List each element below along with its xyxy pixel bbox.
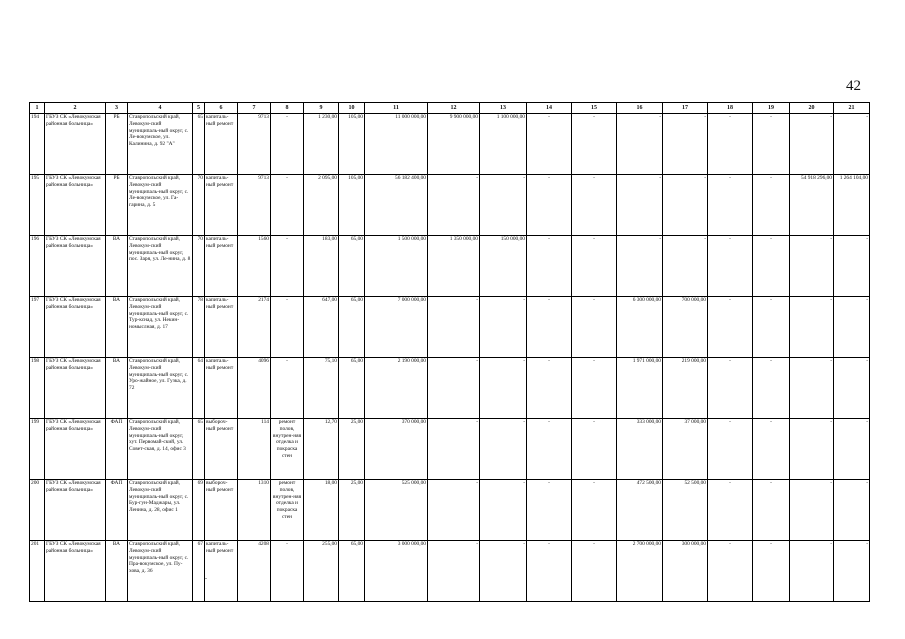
column-header: 21 [834,103,870,114]
table-cell: 370 000,00 [365,419,428,480]
table-cell: 183,00 [304,236,339,297]
table-cell: - [663,114,708,175]
table-cell: 194 [30,114,45,175]
table-cell: - [572,175,617,236]
table-cell: 65,00 [339,358,365,419]
table-cell: - [834,236,870,297]
table-cell: - [572,114,617,175]
table-cell: - [753,419,790,480]
column-header: 10 [339,103,365,114]
table-cell: - [428,297,480,358]
table-cell: - [572,358,617,419]
table-cell: 219 000,00 [663,358,708,419]
table-cell: - [753,175,790,236]
column-header: 5 [193,103,205,114]
column-header: 6 [205,103,238,114]
table-cell: РБ [106,175,128,236]
table-cell: - [428,358,480,419]
table-cell: 52 500,00 [663,480,708,541]
table-cell: 12,70 [304,419,339,480]
table-cell: 198 [30,358,45,419]
column-header: 9 [304,103,339,114]
table-cell: - [708,480,753,541]
table-cell: ВА [106,358,128,419]
table-cell: 3 000 000,00 [365,541,428,602]
table-cell: ФАП [106,480,128,541]
table-row [30,480,870,541]
table-cell: 201 [30,541,45,602]
table-cell: - [527,358,572,419]
table-cell: 75,10 [304,358,339,419]
table-cell: 1 264 104,00 [834,175,870,236]
table-row [30,114,870,175]
table-cell: - [834,297,870,358]
table-cell: - [790,236,834,297]
table-cell: 67 [193,541,205,602]
table-cell: - [834,358,870,419]
table-cell: 65 [193,419,205,480]
table-cell: - [834,480,870,541]
table-cell: Ставропольский край, Левокум-ский муниципаль-ный округ, с. Ле-вокумское, ул. Га-гарина, д. 5 [128,175,193,236]
table-cell: - [708,358,753,419]
table-cell: 1 500 000,00 [365,236,428,297]
table-cell: капиталь-ный ремонт [205,297,238,358]
table-cell: 70 [193,236,205,297]
table-cell: 2 190 000,00 [365,358,428,419]
table-cell: 2174 [238,297,271,358]
table-cell: 7 000 000,00 [365,297,428,358]
table-cell: 9713 [238,175,271,236]
table-cell: - [753,236,790,297]
table-cell: капиталь-ный ремонт [205,114,238,175]
table-cell: выбороч-ный ремонт [205,419,238,480]
table-cell: 255,00 [304,541,339,602]
table-cell: - [428,419,480,480]
table-cell: - [527,175,572,236]
table-cell: - [480,480,527,541]
table-cell: ГБУЗ СК «Левокумская районная больница» [45,358,106,419]
table-cell: - [271,236,304,297]
column-header: 15 [572,103,617,114]
table-cell: 105,00 [339,114,365,175]
table-cell: - [480,419,527,480]
table-cell: - [271,297,304,358]
table-cell: - [790,297,834,358]
table-cell: ремонт полов, внутрен-няя отделка и покраска стен [271,419,304,480]
data-table [29,102,870,602]
table-cell: - [663,236,708,297]
table-cell: Ставропольский край, Левокум-ский муниципаль-ный округ, с. Уро-жайное, ул. Гузка, д. 72 [128,358,193,419]
table-cell: 2 700 000,00 [617,541,663,602]
table-cell: 150 000,00 [480,236,527,297]
table-cell: - [271,175,304,236]
table-cell: Ставропольский край, Левокум-ский муниципаль-ный округ, хут. Первомай-ский, ул. Совет-ская, д. 14, офис 3 [128,419,193,480]
table-cell: 4096 [238,358,271,419]
table-cell: - [753,114,790,175]
table-cell: 647,00 [304,297,339,358]
table-cell: - [271,358,304,419]
table-cell: - [708,114,753,175]
table-cell: ГБУЗ СК «Левокумская районная больница» [45,297,106,358]
table-cell: - [572,236,617,297]
table-cell: - [753,297,790,358]
table-cell: капиталь-ный ремонт [205,175,238,236]
table-cell: - [572,541,617,602]
table-cell: - [480,297,527,358]
table-cell: капиталь-ный ремонт [205,358,238,419]
table-cell: - [527,236,572,297]
table-cell: ФАП [106,419,128,480]
table-cell: 65,00 [339,236,365,297]
table-cell: ГБУЗ СК «Левокумская районная больница» [45,236,106,297]
table-cell: 56 182 400,00 [365,175,428,236]
table-cell: 700 000,00 [663,297,708,358]
table-cell: 6 300 000,00 [617,297,663,358]
column-header: 14 [527,103,572,114]
table-cell: - [790,114,834,175]
column-header: 20 [790,103,834,114]
column-header: 3 [106,103,128,114]
table-row [30,175,870,236]
table-cell: 2 095,00 [304,175,339,236]
page-number: 42 [846,78,861,94]
column-header: 13 [480,103,527,114]
table-cell: - [271,114,304,175]
table-cell: 333 000,00 [617,419,663,480]
table-cell: 25,00 [339,419,365,480]
table-cell: 525 000,00 [365,480,428,541]
column-header: 8 [271,103,304,114]
table-cell: - [834,541,870,602]
table-cell: 25,00 [339,480,365,541]
table-cell: ГБУЗ СК «Левокумская районная больница» [45,175,106,236]
table-cell: - [572,297,617,358]
table-cell: Ставропольский край, Левокум-ский муниципаль-ный округ, с. Ле-вокумское, ул. Калинина, д. 92 "А" [128,114,193,175]
table-row [30,419,870,480]
table-cell: - [617,236,663,297]
table-cell: - [790,480,834,541]
table-cell: - [480,358,527,419]
table-cell: - [527,480,572,541]
table-cell: - [428,175,480,236]
table-cell: капиталь-ный ремонт [205,236,238,297]
table-cell: - [708,297,753,358]
table-cell: 1 350 000,00 [428,236,480,297]
table-cell: - [480,175,527,236]
table-cell: - [271,541,304,602]
table-cell: 70 [193,175,205,236]
table-cell: 18,00 [304,480,339,541]
column-header: 1 [30,103,45,114]
table-cell: - [527,114,572,175]
table-cell: ГБУЗ СК «Левокумская районная больница» [45,541,106,602]
table-cell: - [527,541,572,602]
table-cell: ВА [106,541,128,602]
table-row [30,236,870,297]
column-header: 16 [617,103,663,114]
table-cell: - [663,175,708,236]
table-cell: 65,00 [339,297,365,358]
column-header: 2 [45,103,106,114]
table-cell: 64 [193,358,205,419]
column-header: 12 [428,103,480,114]
table-cell: - [708,541,753,602]
table-cell: ВА [106,236,128,297]
table-cell: 37 000,00 [663,419,708,480]
table-cell: Ставропольский край, Левокум-ский муниципаль-ный округ, пос. Заря, ул. Ле-нина, д. 8 [128,236,193,297]
column-header: 18 [708,103,753,114]
table-cell: 9 900 000,00 [428,114,480,175]
table-cell: - [572,480,617,541]
table-cell: 11 000 000,00 [365,114,428,175]
table-cell: РБ [106,114,128,175]
column-header: 11 [365,103,428,114]
table-cell: 200 [30,480,45,541]
table-cell: 114 [238,419,271,480]
column-header: 17 [663,103,708,114]
header-row [30,103,870,114]
table-cell: - [428,480,480,541]
table-cell: 195 [30,175,45,236]
table-cell: 1 100 000,00 [480,114,527,175]
table-cell: 69 [193,480,205,541]
table-row [30,541,870,602]
table-cell: 105,00 [339,175,365,236]
table-cell: - [834,114,870,175]
table-cell: - [708,236,753,297]
stray-mark: - [205,576,207,582]
column-header: 4 [128,103,193,114]
table-cell: 197 [30,297,45,358]
table-cell: Ставропольский край, Левокум-ский муниципаль-ный округ, с. Бур-гун-Маджары, ул. Ленина, д. 28, офис 1 [128,480,193,541]
table-cell: - [428,541,480,602]
table-cell: 1560 [238,236,271,297]
table-cell: - [480,541,527,602]
table-row [30,297,870,358]
table-cell: 78 [193,297,205,358]
table-cell: 9713 [238,114,271,175]
table-cell: 1 230,00 [304,114,339,175]
table-cell: выбороч-ный ремонт [205,480,238,541]
table-cell: - [753,541,790,602]
table-cell: 65 [193,114,205,175]
table-cell: ГБУЗ СК «Левокумская районная больница» [45,419,106,480]
table-cell: - [753,358,790,419]
table-cell: - [617,114,663,175]
table-cell: 54 918 296,00 [790,175,834,236]
table-cell: 4208 [238,541,271,602]
column-header: 7 [238,103,271,114]
table-cell: ВА [106,297,128,358]
table-cell: капиталь-ный ремонт [205,541,238,602]
table-cell: - [708,175,753,236]
table-cell: - [790,419,834,480]
table-cell: ГБУЗ СК «Левокумская районная больница» [45,480,106,541]
table-cell: - [834,419,870,480]
table-cell: Ставропольский край, Левокум-ский муниципаль-ный округ, с. Тур-кснад, ул. Некин-номыслная, д. 17 [128,297,193,358]
table-cell: ремонт полов, внутрен-няя отделка и покраска стен [271,480,304,541]
table-cell: 196 [30,236,45,297]
table-cell: - [527,419,572,480]
table-cell: 1310 [238,480,271,541]
table-cell: - [572,419,617,480]
table-cell: - [790,358,834,419]
table-cell: - [790,541,834,602]
table-cell: 472 500,00 [617,480,663,541]
table-cell: - [617,175,663,236]
table-cell: - [527,297,572,358]
column-header: 19 [753,103,790,114]
table-cell: - [753,480,790,541]
table-cell: 65,00 [339,541,365,602]
table-cell: 1 971 000,00 [617,358,663,419]
table-cell: 199 [30,419,45,480]
table-cell: ГБУЗ СК «Левокумская районная больница» [45,114,106,175]
table-cell: - [708,419,753,480]
table-row [30,358,870,419]
table-cell: Ставропольский край, Левокум-ский муниципаль-ный округ, с. Пра-вокумское, ул. Пу-хова, д. 36 [128,541,193,602]
table-cell: 300 000,00 [663,541,708,602]
